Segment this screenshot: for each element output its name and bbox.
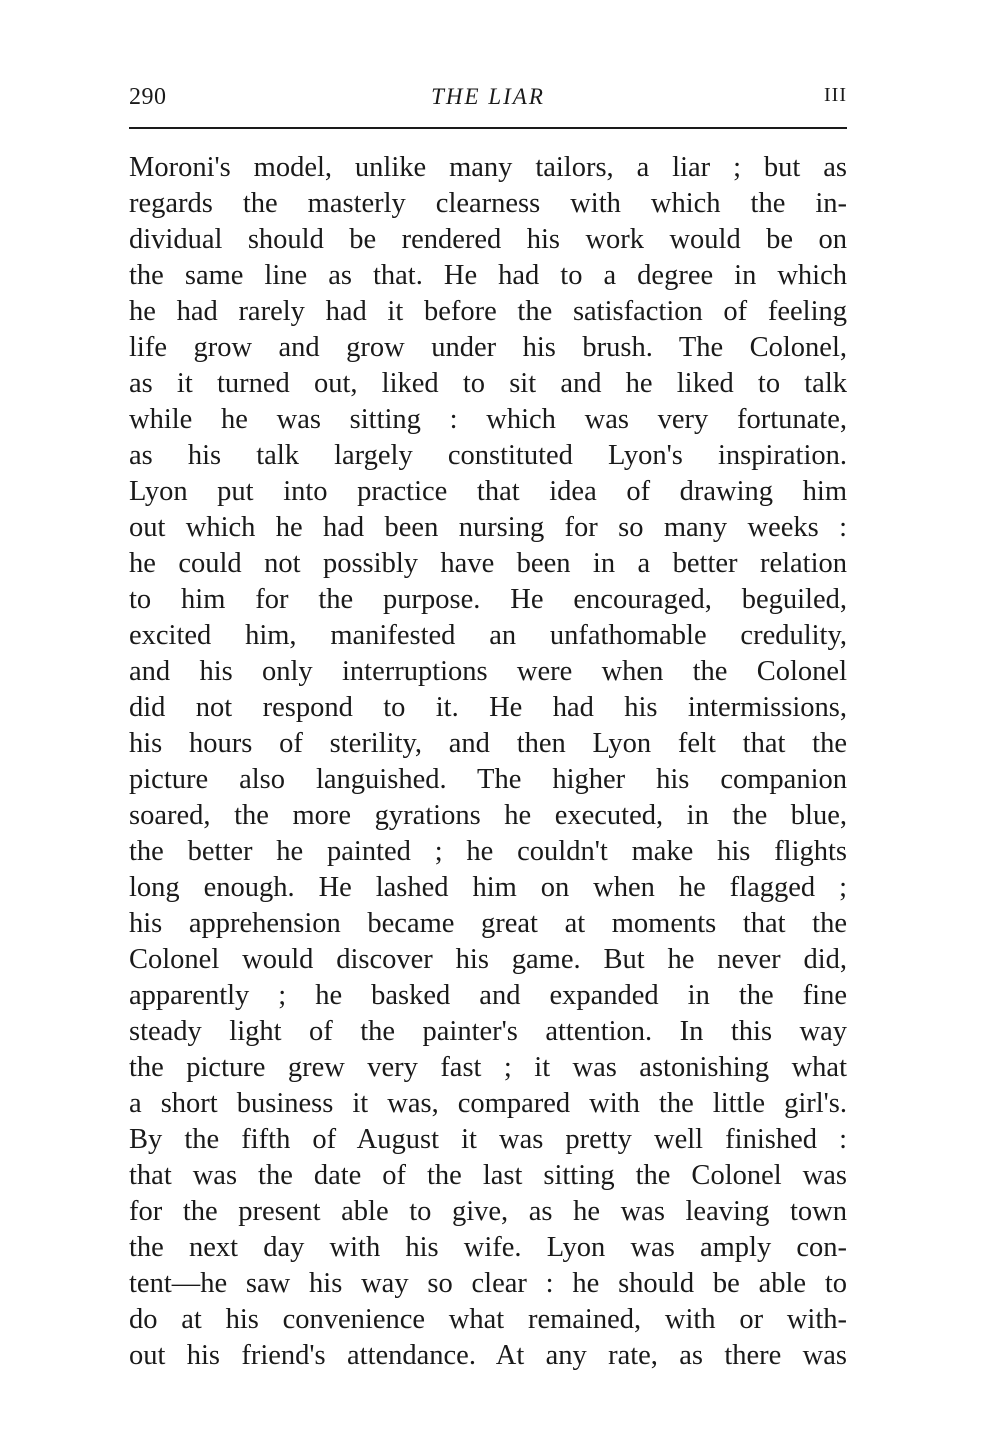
text-line: regards the masterly clearness with which the in-: [129, 188, 847, 219]
text-line: tent—he saw his way so clear : he should be able to: [129, 1268, 847, 1299]
text-line: the next day with his wife. Lyon was amply con-: [129, 1232, 847, 1263]
text-line: picture also languished. The higher his companion: [129, 764, 847, 795]
running-head: [129, 84, 847, 120]
text-line: the picture grew very fast ; it was astonishing what: [129, 1052, 847, 1083]
text-line: and his only interruptions were when the Colonel: [129, 656, 847, 687]
text-line: his apprehension became great at moments that the: [129, 908, 847, 939]
text-line: the better he painted ; he couldn't make his flights: [129, 836, 847, 867]
text-line: Colonel would discover his game. But he never did,: [129, 944, 847, 975]
text-line: as his talk largely constituted Lyon's inspiration.: [129, 440, 847, 471]
text-line: out his friend's attendance. At any rate, as there was: [129, 1340, 847, 1371]
text-line: did not respond to it. He had his intermissions,: [129, 692, 847, 723]
text-line: while he was sitting : which was very fortunate,: [129, 404, 847, 435]
running-title: THE LIAR: [431, 84, 545, 109]
text-line: long enough. He lashed him on when he flagged ;: [129, 872, 847, 903]
text-line: he could not possibly have been in a better relation: [129, 548, 847, 579]
text-line: the same line as that. He had to a degree in which: [129, 260, 847, 291]
text-line: do at his convenience what remained, with or with-: [129, 1304, 847, 1335]
text-line: that was the date of the last sitting the Colonel was: [129, 1160, 847, 1191]
text-line: a short business it was, compared with the little girl's.: [129, 1088, 847, 1119]
text-line: By the fifth of August it was pretty well finished :: [129, 1124, 847, 1155]
text-line: as it turned out, liked to sit and he liked to talk: [129, 368, 847, 399]
text-line: for the present able to give, as he was leaving town: [129, 1196, 847, 1227]
text-line: life grow and grow under his brush. The Colonel,: [129, 332, 847, 363]
text-line: to him for the purpose. He encouraged, beguiled,: [129, 584, 847, 615]
text-line: Moroni's model, unlike many tailors, a liar ; but as: [129, 152, 847, 183]
text-line: apparently ; he basked and expanded in the fine: [129, 980, 847, 1011]
text-line: he had rarely had it before the satisfaction of feeling: [129, 296, 847, 327]
text-line: excited him, manifested an unfathomable credulity,: [129, 620, 847, 651]
text-line: steady light of the painter's attention. In this way: [129, 1016, 847, 1047]
text-line: Lyon put into practice that idea of drawing him: [129, 476, 847, 507]
chapter-number: III: [824, 84, 847, 106]
text-line: dividual should be rendered his work would be on: [129, 224, 847, 255]
text-line: soared, the more gyrations he executed, in the blue,: [129, 800, 847, 831]
page-number: 290: [129, 84, 167, 110]
text-line: his hours of sterility, and then Lyon felt that the: [129, 728, 847, 759]
header-rule: [129, 127, 847, 129]
body-text: [129, 150, 847, 1374]
text-line: out which he had been nursing for so many weeks :: [129, 512, 847, 543]
